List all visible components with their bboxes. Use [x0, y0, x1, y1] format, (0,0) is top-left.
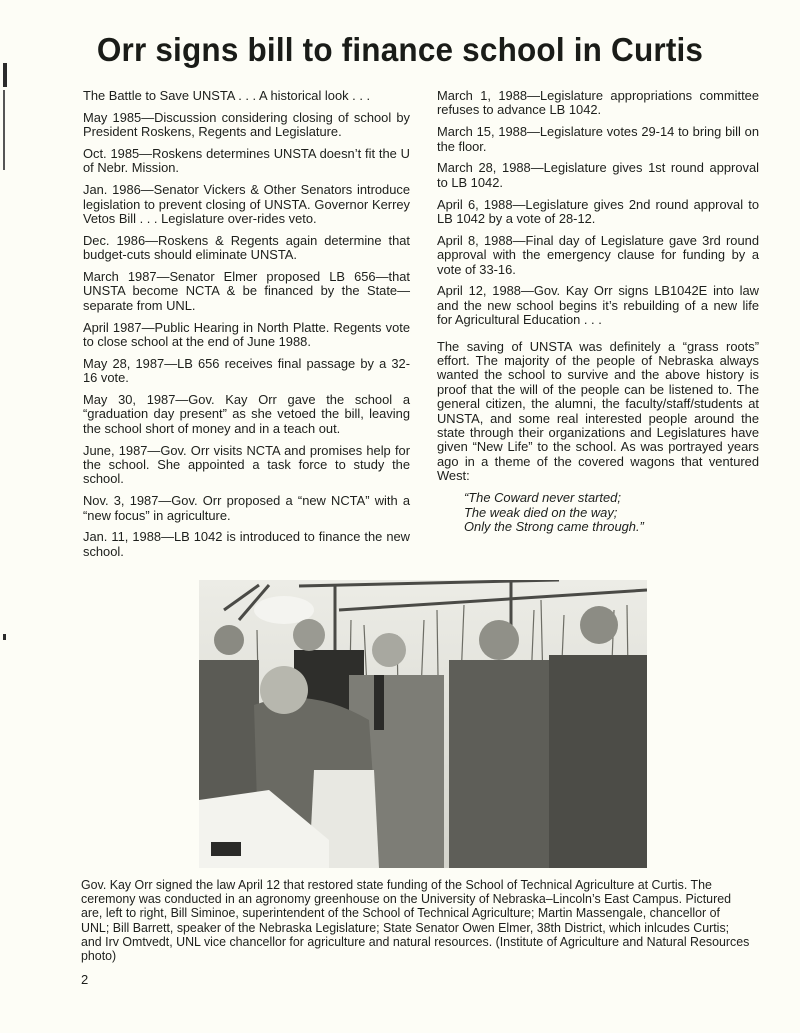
margin-rule — [3, 90, 5, 170]
timeline-entry: Dec. 1986—Roskens & Regents again determine that budget-cuts should eliminate UNSTA. — [83, 232, 410, 263]
photo-illustration — [199, 580, 647, 868]
essay-paragraph: The saving of UNSTA was definitely a “grass roots” effort. The majority of the people of Nebraska always wanted the school to survive and the above history is proof that the will of the people can be listened to. The general citizen, the alumni, the faculty/staff/students at UNSTA, and some real interested people around the state through their organizations and Legislatures have given “New Life” to the school. As was portrayed years ago in a theme of the covered wagons that ventured West: — [437, 338, 759, 484]
timeline-entry: April 1987—Public Hearing in North Platte. Regents vote to close school at the end of June 1988. — [83, 319, 410, 350]
timeline-intro: The Battle to Save UNSTA . . . A historical look . . . — [83, 88, 371, 103]
page-number: 2 — [81, 972, 89, 987]
margin-mark — [3, 63, 7, 87]
article-title: Orr signs bill to finance school in Curtis — [96, 32, 704, 69]
timeline-left-column — [83, 89, 410, 567]
poem-line: The weak died on the way; — [464, 504, 618, 520]
timeline-entry: April 8, 1988—Final day of Legislature gave 3rd round approval with the emergency clause for funding by a vote of 33-16. — [437, 232, 759, 277]
photo-caption: Gov. Kay Orr signed the law April 12 that restored state funding of the School of Technical Agriculture at Curtis. The ceremony was conducted in an agronomy greenhouse on the University of Nebraska–Lincoln’s East Campus. Pictured are, left to right, Bill Siminoe, superintendent of the School of Technical Agriculture; Martin Massengale, chancellor of UNL; Bill Barrett, speaker of the Nebraska Legislature; State Senator Owen Elmer, 38th District, which inlcudes Curtis; and Irv Omtvedt, UNL vice chancellor for agriculture and natural resources. (Institute of Agriculture and Natural Resources photo) — [81, 878, 750, 964]
timeline-entry: May 30, 1987—Gov. Kay Orr gave the school a “graduation day present” as she vetoed the bill, leaving the school short of money and in a teach out. — [83, 392, 410, 436]
signing-ceremony-photo — [199, 580, 647, 868]
pen-box — [211, 842, 241, 856]
timeline-entry: March 1987—Senator Elmer proposed LB 656—that UNSTA become NCTA & be financed by the State—separate from UNL. — [83, 269, 410, 313]
timeline-entry: Oct. 1985—Roskens determines UNSTA doesn’t fit the U of Nebr. Mission. — [83, 146, 410, 176]
timeline-entry: June, 1987—Gov. Orr visits NCTA and promises help for the school. She appointed a task force to study the school. — [83, 442, 410, 487]
poem-quote — [464, 491, 759, 534]
timeline-entry: May 28, 1987—LB 656 receives final passage by a 32-16 vote. — [83, 355, 410, 386]
margin-mark — [3, 634, 6, 640]
poem-line: “The Coward never started; — [464, 490, 621, 506]
timeline-entry: Jan. 11, 1988—LB 1042 is introduced to finance the new school. — [83, 529, 410, 559]
poem-line: Only the Strong came through.” — [464, 518, 644, 534]
timeline-right-column — [437, 89, 759, 534]
timeline-entry: Jan. 1986—Senator Vickers & Other Senators introduce legislation to prevent closing of UNSTA. Governor Kerrey Vetos Bill . . . Legislature over-rides veto. — [83, 182, 410, 227]
timeline-entry: April 6, 1988—Legislature gives 2nd round approval to LB 1042 by a vote of 28-12. — [437, 196, 759, 227]
timeline-entry: May 1985—Discussion considering closing of school by President Roskens, Regents and Legislature. — [83, 109, 410, 140]
timeline-entry: Nov. 3, 1987—Gov. Orr proposed a “new NCTA” with a “new focus” in agriculture. — [83, 493, 410, 523]
timeline-entry: March 1, 1988—Legislature appropriations committee refuses to advance LB 1042. — [437, 88, 759, 118]
timeline-entry: April 12, 1988—Gov. Kay Orr signs LB1042E into law and the new school begins it’s rebuilding of a new life for Agricultural Education . . . — [437, 283, 759, 328]
timeline-entry: March 28, 1988—Legislature gives 1st round approval to LB 1042. — [437, 160, 759, 190]
timeline-entry: March 15, 1988—Legislature votes 29-14 to bring bill on the floor. — [437, 124, 759, 154]
